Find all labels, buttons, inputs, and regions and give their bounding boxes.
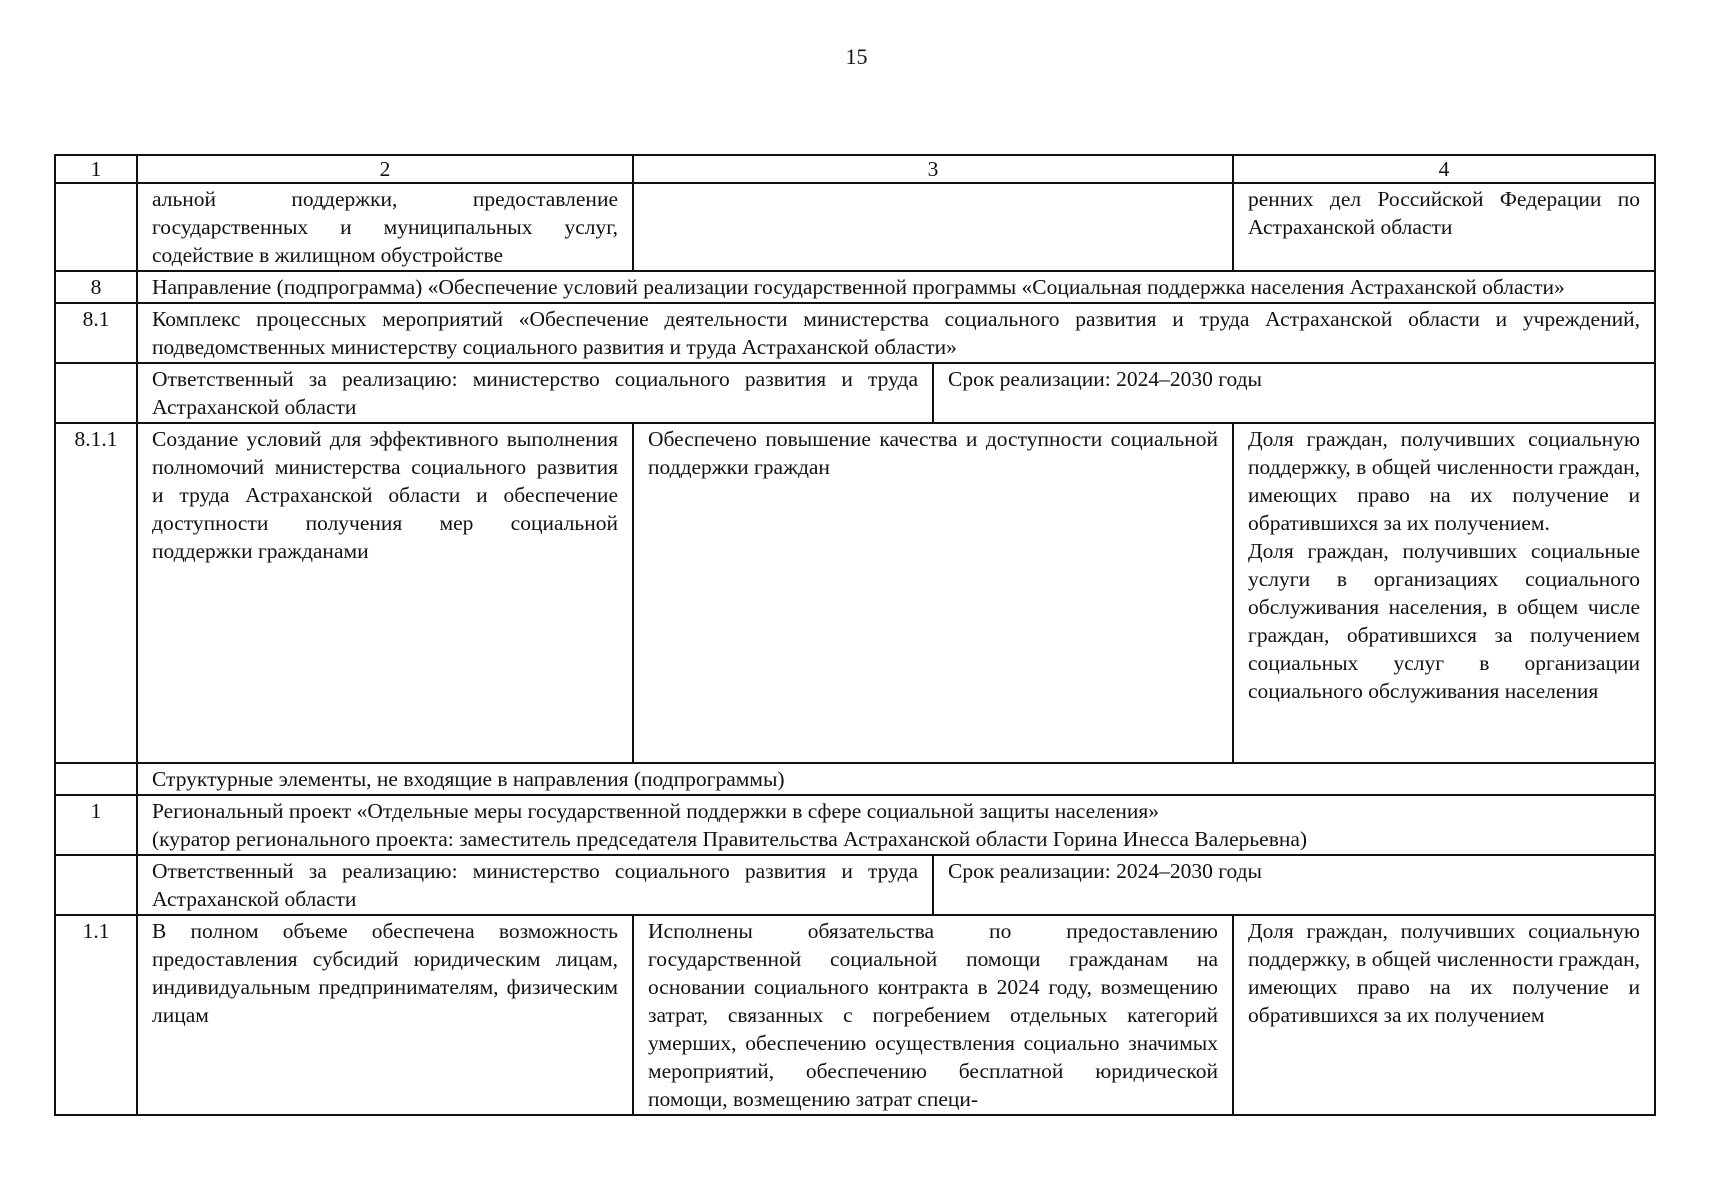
table-row-1-1 xyxy=(55,915,1655,1115)
column-header-1: 1 xyxy=(55,155,137,183)
row-number: 8 xyxy=(55,271,137,303)
table-row-1 xyxy=(55,795,1655,855)
row-number-empty xyxy=(55,363,137,423)
process-complex-title: Комплекс процессных мероприятий «Обеспечение деятельности министерства социального развития и труда Астраханской области и учреждений, подведомственных министерству социального развития и труда Астраханской области» xyxy=(137,303,1655,363)
row-number: 8.1 xyxy=(55,303,137,363)
continuation-col2: альной поддержки, предоставление государственных и муниципальных услуг, содействие в жилищном обустройстве xyxy=(137,183,633,271)
direction-title: Направление (подпрограмма) «Обеспечение условий реализации государственной программы «Социальная поддержка населения Астраханской области» xyxy=(137,271,1655,303)
row-number: 1 xyxy=(55,795,137,855)
table-row-8-1-1 xyxy=(55,423,1655,763)
regional-project-line-1: Региональный проект «Отдельные меры государственной поддержки в сфере социальной защиты населения» xyxy=(152,799,1160,823)
implementation-period: Срок реализации: 2024–2030 годы xyxy=(933,363,1655,423)
implementation-period: Срок реализации: 2024–2030 годы xyxy=(933,855,1655,915)
column-header-2: 2 xyxy=(137,155,633,183)
table-row-structural xyxy=(55,763,1655,795)
indicator-paragraph-1: Доля граждан, получивших социальную поддержку, в общей численности граждан, имеющих право на их получение и обратившихся за их получением. xyxy=(1248,427,1640,535)
row-number-empty xyxy=(55,855,137,915)
table-header-row xyxy=(55,155,1655,183)
row-number-empty xyxy=(55,183,137,271)
row-number: 1.1 xyxy=(55,915,137,1115)
row-number-empty xyxy=(55,763,137,795)
result-text: Обеспечено повышение качества и доступности социальной поддержки граждан xyxy=(633,423,1233,763)
responsible-text: Ответственный за реализацию: министерство социального развития и труда Астраханской области xyxy=(137,855,933,915)
program-table xyxy=(54,154,1656,1116)
row-number: 8.1.1 xyxy=(55,423,137,763)
column-header-3: 3 xyxy=(633,155,1233,183)
indicator-paragraph-2: Доля граждан, получивших социальные услуги в организациях социального обслуживания населения, в общем числе граждан, обратившихся за получением социальных услуг в организации социального обслуживания населения xyxy=(1248,539,1640,703)
regional-project-title xyxy=(137,795,1655,855)
table-row-8 xyxy=(55,271,1655,303)
table-row-continuation xyxy=(55,183,1655,271)
table-row-responsible-2 xyxy=(55,855,1655,915)
indicator-text xyxy=(1233,423,1655,763)
page-number: 15 xyxy=(845,44,868,69)
task-text: В полном объеме обеспечена возможность предоставления субсидий юридическим лицам, индивидуальным предпринимателям, физическим лицам xyxy=(137,915,633,1115)
continuation-col4: ренних дел Российской Федерации по Астраханской области xyxy=(1233,183,1655,271)
structural-elements-title: Структурные элементы, не входящие в направления (подпрограммы) xyxy=(137,763,1655,795)
regional-project-curator: (куратор регионального проекта: заместитель председателя Правительства Астраханской области Горина Инесса Валерьевна) xyxy=(152,827,1308,851)
column-header-4: 4 xyxy=(1233,155,1655,183)
responsible-text: Ответственный за реализацию: министерство социального развития и труда Астраханской области xyxy=(137,363,933,423)
table-row-responsible-1 xyxy=(55,363,1655,423)
continuation-col3-empty xyxy=(633,183,1233,271)
table-row-8-1 xyxy=(55,303,1655,363)
indicator-text: Доля граждан, получивших социальную поддержку, в общей численности граждан, имеющих право на их получение и обратившихся за их получением xyxy=(1233,915,1655,1115)
result-text: Исполнены обязательства по предоставлению государственной социальной помощи гражданам на основании социального контракта в 2024 году, возмещению затрат, связанных с погребением отдельных категорий умерших, обеспечению осуществления социально значимых мероприятий, обеспечению бесплатной юридической помощи, возмещению затрат специ- xyxy=(633,915,1233,1115)
task-text: Создание условий для эффективного выполнения полномочий министерства социального развития и труда Астраханской области и обеспечение доступности получения мер социальной поддержки гражданами xyxy=(137,423,633,763)
